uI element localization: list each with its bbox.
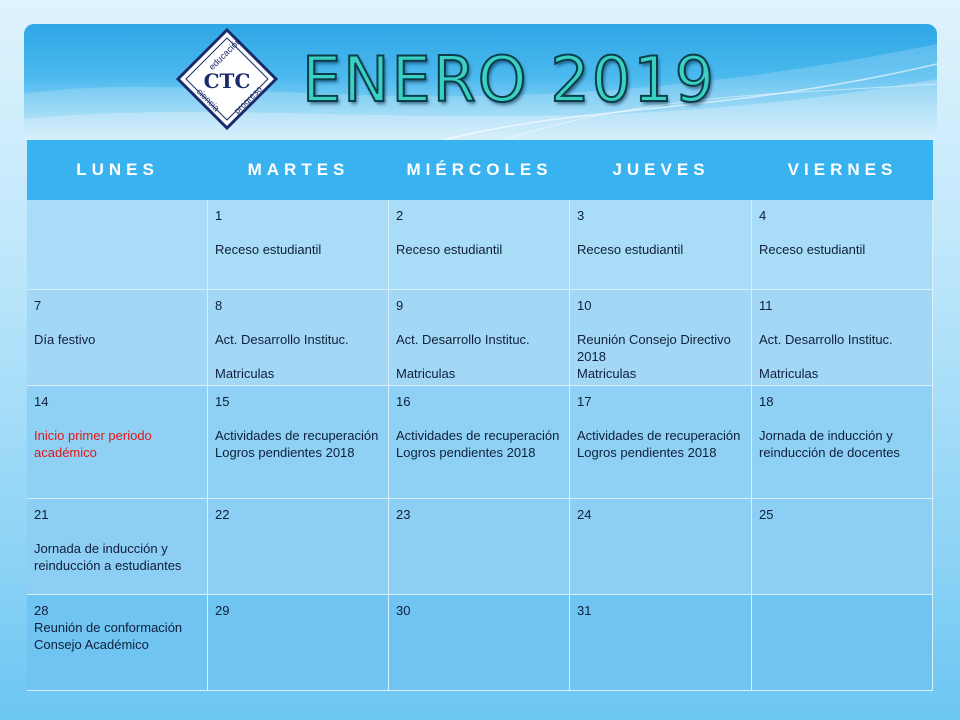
day-cell [208,290,389,386]
day-number: 14 [34,394,49,409]
event-text: Actividades de recuperación Logros pendientes 2018 [577,428,741,460]
day-cell [208,386,389,499]
event-text: Jornada de inducción y reinducción a estudiantes [34,541,182,573]
day-cell [570,595,752,691]
event-text-highlight: Inicio primer periodo académico [34,428,152,460]
event-text: Matriculas [215,366,275,381]
day-cell [570,200,752,290]
day-number: 29 [215,603,230,618]
day-number: 10 [577,298,592,313]
day-cell [570,386,752,499]
page-title: ENERO 2019 [302,43,717,116]
day-cell [389,499,570,595]
day-cell [752,499,933,595]
day-number: 3 [577,208,585,223]
day-number: 21 [34,507,49,522]
event-text: Receso estudiantil [215,242,322,257]
day-cell [208,200,389,290]
day-cell [27,386,208,499]
event-text: Día festivo [34,332,96,347]
event-text: Act. Desarrollo Instituc. [396,332,530,347]
event-text: Reunión Consejo Directivo 2018 [577,332,731,364]
day-cell [27,595,208,691]
day-number: 30 [396,603,411,618]
day-number: 23 [396,507,411,522]
event-text: Matriculas [577,366,637,381]
weekday-header: LUNES [27,140,208,200]
logo-left-text: ciencia [194,86,222,114]
day-number: 8 [215,298,223,313]
day-cell [752,200,933,290]
day-cell [389,200,570,290]
day-number: 15 [215,394,230,409]
day-number: 16 [396,394,411,409]
day-number: 11 [759,298,773,313]
event-text: Reunión de conformación Consejo Académico [34,620,183,652]
event-text: Receso estudiantil [577,242,684,257]
event-text: Matriculas [396,366,456,381]
event-text: Jornada de inducción y reinducción de docentes [759,428,900,460]
day-cell [752,290,933,386]
day-number: 4 [759,208,767,223]
day-cell [27,200,208,290]
day-cell [570,499,752,595]
day-cell [389,290,570,386]
day-number: 28 [34,603,49,618]
day-number: 7 [34,298,42,313]
event-text: Matriculas [759,366,819,381]
day-cell [208,595,389,691]
weekday-header: VIERNES [752,140,933,200]
event-text: Act. Desarrollo Instituc. [759,332,893,347]
day-cell [389,595,570,691]
weekday-header: MARTES [208,140,389,200]
day-number: 9 [396,298,404,313]
event-text: Receso estudiantil [396,242,503,257]
calendar-grid [27,140,933,691]
event-text: Receso estudiantil [759,242,866,257]
school-logo [172,24,282,134]
day-number: 18 [759,394,774,409]
day-cell [752,595,933,691]
day-cell [27,499,208,595]
weekday-header: MIÉRCOLES [389,140,570,200]
logo-top-text: educación [206,35,243,72]
day-number: 1 [215,208,223,223]
day-cell [752,386,933,499]
day-number: 24 [577,507,592,522]
day-number: 2 [396,208,404,223]
event-text: Act. Desarrollo Instituc. [215,332,349,347]
day-cell [570,290,752,386]
event-text: Actividades de recuperación Logros pendientes 2018 [396,428,560,460]
day-number: 22 [215,507,230,522]
day-number: 17 [577,394,592,409]
day-number: 25 [759,507,774,522]
day-number: 31 [577,603,592,618]
title-banner [24,24,937,140]
day-cell [27,290,208,386]
logo-center-text: CTC [203,69,251,93]
event-text: Actividades de recuperación Logros pendientes 2018 [215,428,379,460]
day-cell [389,386,570,499]
day-cell [208,499,389,595]
logo-right-text: progreso [231,83,264,116]
weekday-header: JUEVES [570,140,752,200]
